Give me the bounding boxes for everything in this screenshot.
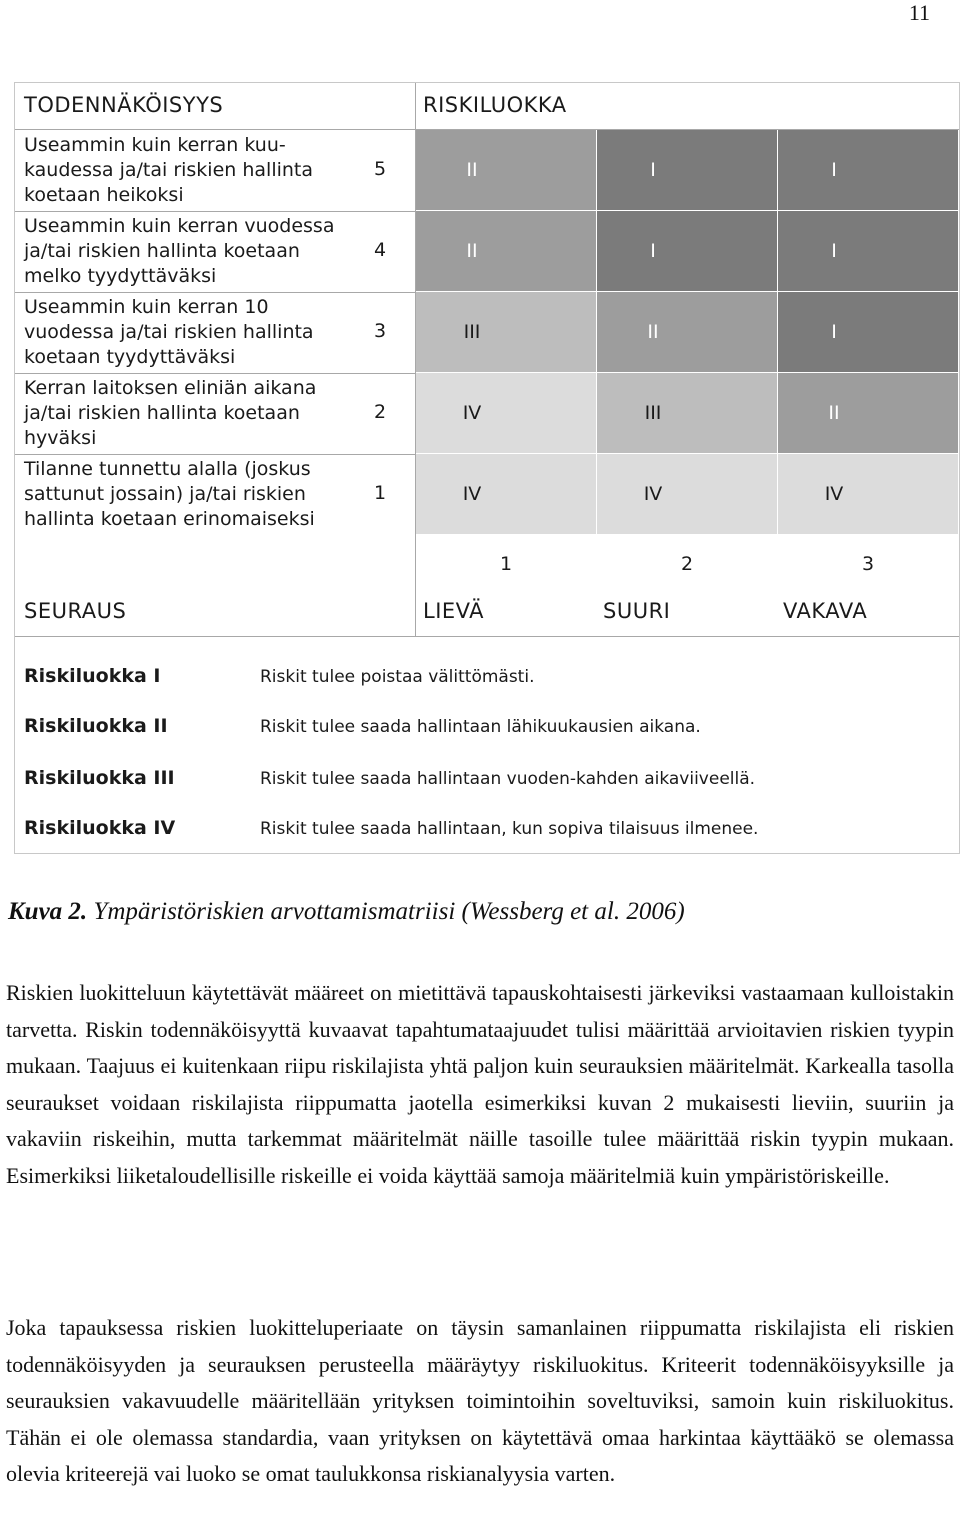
risk-class-value: II xyxy=(466,159,478,181)
page-number: 11 xyxy=(908,0,930,25)
severity-level-value: 2 xyxy=(681,553,694,575)
probability-description-line: hallinta koetaan erinomaiseksi xyxy=(24,508,315,530)
probability-header: TODENNÄKÖISYYS xyxy=(24,93,224,117)
risk-class-value: III xyxy=(463,321,481,343)
risk-class-cell xyxy=(778,373,958,454)
risk-class-cell xyxy=(416,454,597,535)
probability-description-line: melko tyydyttäväksi xyxy=(24,265,217,287)
probability-description-line: ja/tai riskien hallinta koetaan xyxy=(24,240,300,262)
risk-class-value: IV xyxy=(462,402,482,424)
legend-label: Riskiluokka II xyxy=(24,715,168,737)
figure-caption xyxy=(8,898,685,926)
probability-description xyxy=(24,376,354,451)
risk-class-value: II xyxy=(647,321,659,343)
risk-class-cell xyxy=(597,211,778,292)
legend-text: Riskit tulee saada hallintaan, kun sopiva tilaisuus ilmenee. xyxy=(260,819,759,839)
risk-class-value: I xyxy=(650,159,656,181)
risk-class-value: I xyxy=(650,240,656,262)
risk-class-cell xyxy=(778,454,958,535)
risk-class-cell xyxy=(416,211,597,292)
legend-label: Riskiluokka I xyxy=(24,665,161,687)
row-divider xyxy=(15,373,415,374)
probability-description-line: Kerran laitoksen eliniän aikana xyxy=(24,377,317,399)
probability-level: 2 xyxy=(373,401,387,423)
probability-description-line: koetaan heikoksi xyxy=(24,184,184,206)
risk-class-cell xyxy=(597,292,778,373)
probability-description xyxy=(24,133,354,208)
risk-class-value: II xyxy=(466,240,478,262)
consequence-header: SEURAUS xyxy=(24,599,127,623)
severity-rule xyxy=(15,636,959,637)
severity-level xyxy=(597,553,777,575)
risk-class-value: IV xyxy=(462,483,482,505)
risk-class-value: I xyxy=(831,240,837,262)
severity-level xyxy=(778,553,958,575)
risk-class-value: IV xyxy=(824,483,844,505)
probability-description xyxy=(24,214,354,289)
row-divider xyxy=(15,211,415,212)
severity-label-mild: LIEVÄ xyxy=(423,599,485,623)
risk-class-cell xyxy=(597,130,778,211)
severity-level-value: 3 xyxy=(862,553,875,575)
row-divider xyxy=(15,454,415,455)
probability-description-line: Tilanne tunnettu alalla (joskus xyxy=(24,458,311,480)
severity-level xyxy=(416,553,596,575)
risk-class-cell xyxy=(778,211,958,292)
probability-description-line: ja/tai riskien hallinta koetaan xyxy=(24,402,300,424)
risk-matrix-figure xyxy=(14,82,960,854)
risk-class-cell xyxy=(597,454,778,535)
risk-class-header: RISKILUOKKA xyxy=(423,93,567,117)
probability-description-line: koetaan tyydyttäväksi xyxy=(24,346,236,368)
probability-level: 5 xyxy=(373,158,387,180)
legend-label: Riskiluokka IV xyxy=(24,817,176,839)
risk-class-value: I xyxy=(831,321,837,343)
risk-class-cell xyxy=(416,130,597,211)
legend-text: Riskit tulee saada hallintaan vuoden-kahden aikaviiveellä. xyxy=(260,769,756,789)
risk-class-value: IV xyxy=(643,483,663,505)
probability-description-line: Useammin kuin kerran vuodessa xyxy=(24,215,335,237)
risk-class-cell xyxy=(778,292,958,373)
probability-level: 4 xyxy=(373,239,387,261)
probability-description-line: kaudessa ja/tai riskien hallinta xyxy=(24,159,314,181)
risk-class-value: II xyxy=(828,402,840,424)
probability-description-line: hyväksi xyxy=(24,427,97,449)
probability-description-line: Useammin kuin kerran 10 xyxy=(24,296,269,318)
severity-label-severe: VAKAVA xyxy=(783,599,868,623)
probability-description-line: sattunut jossain) ja/tai riskien xyxy=(24,483,306,505)
row-divider xyxy=(15,292,415,293)
legend-text: Riskit tulee saada hallintaan lähikuukausien aikana. xyxy=(260,717,701,737)
risk-class-cell xyxy=(778,130,958,211)
caption-text: Ympäristöriskien arvottamismatriisi (Wessberg et al. 2006) xyxy=(87,898,685,925)
probability-level: 1 xyxy=(373,482,387,504)
probability-description-line: Useammin kuin kerran kuu- xyxy=(24,134,286,156)
legend-label: Riskiluokka III xyxy=(24,767,175,789)
paragraph: Riskien luokitteluun käytettävät määreet on mietittävä tapauskohtaisesti järkeviksi vastaamaan kulloistakin tarvetta. Riskin todennäköisyyttä kuvaavat tapahtumataajuudet tulisi määrittää arvioitavien riskien tyypin mukaan. Taajuus ei kuitenkaan riipu riskilajista yhtä paljon kuin seurauksien määritelmät. Karkealla tasolla seuraukset voidaan riskilajista riippumatta jaotella esimerkiksi kuvan 2 mukaisesti lieviin, suuriin ja vakaviin riskeihin, mutta tarkemmat määritelmät näille tasoille tulee määrittää riskin tyypin mukaan. Esimerkiksi liiketaloudellisille riskeille ei voida käyttää samoja määritelmiä kuin ympäristöriskeille. xyxy=(6,980,954,1188)
probability-description xyxy=(24,457,354,532)
risk-class-value: III xyxy=(644,402,662,424)
probability-description xyxy=(24,295,354,370)
probability-level: 3 xyxy=(373,320,387,342)
severity-label-major: SUURI xyxy=(603,599,671,623)
paragraph: Joka tapauksessa riskien luokitteluperiaate on täysin samanlainen riippumatta riskilajista eli riskien todennäköisyyden ja seurauksen perusteella määräytyy riskiluokitus. Kriteerit todennäköisyyksille ja seurauksien vakavuudelle määritellään yrityksen toimintoihin soveltuviksi, samoin kuin riskiluokitus. Tähän ei ole olemassa standardia, vaan yrityksen on käytettävä omaa harkintaa käyttääkö se olemassa olevia kriteerejä vai luoko se omat taulukkonsa riskianalyysia varten. xyxy=(6,1315,954,1487)
severity-level-value: 1 xyxy=(500,553,513,575)
risk-class-cell xyxy=(597,373,778,454)
risk-class-cell xyxy=(416,292,597,373)
risk-class-cell xyxy=(416,373,597,454)
legend-text: Riskit tulee poistaa välittömästi. xyxy=(260,667,535,687)
caption-lead: Kuva 2. xyxy=(8,898,88,925)
risk-class-value: I xyxy=(831,159,837,181)
probability-description-line: vuodessa ja/tai riskien hallinta xyxy=(24,321,314,343)
